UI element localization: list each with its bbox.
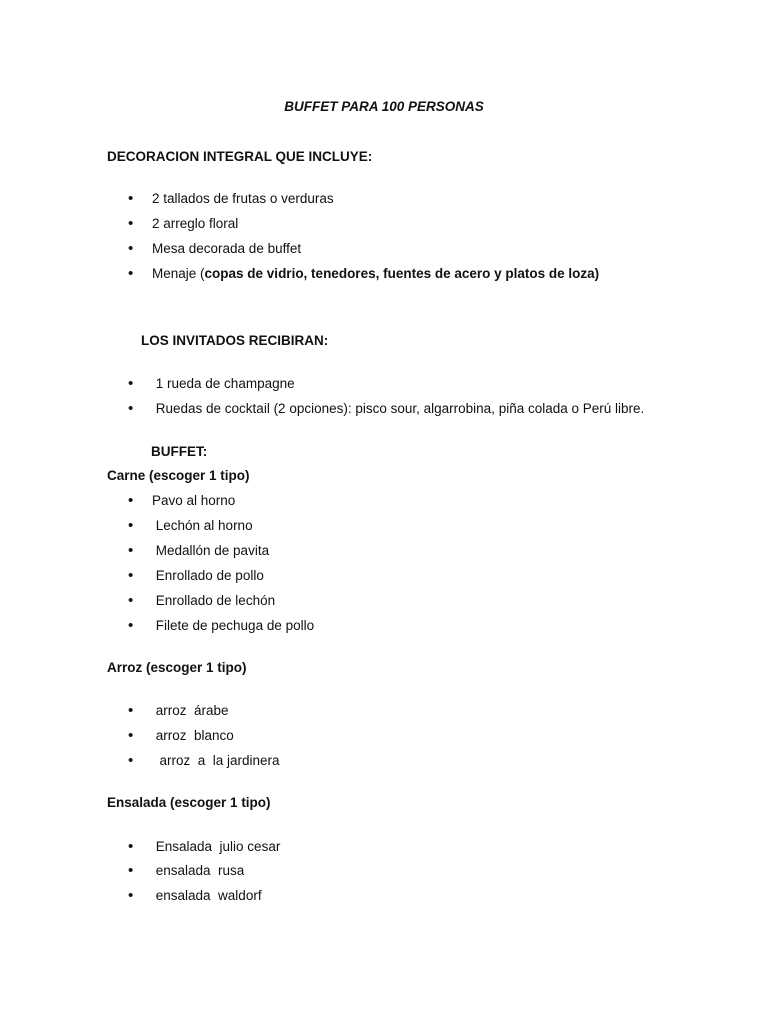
decoracion-item: 2 tallados de frutas o verduras xyxy=(152,191,334,206)
bullet-icon: • xyxy=(128,702,134,719)
arroz-item: arroz a la jardinera xyxy=(152,753,280,768)
ensalada-item: ensalada rusa xyxy=(152,863,245,878)
bullet-icon: • xyxy=(128,265,134,282)
decoracion-item xyxy=(152,265,599,283)
bullet-icon: • xyxy=(128,517,134,534)
ensalada-item: Ensalada julio cesar xyxy=(152,839,281,854)
invitados-heading: LOS INVITADOS RECIBIRAN: xyxy=(141,333,329,348)
carne-item: Pavo al horno xyxy=(152,493,236,508)
bullet-icon: • xyxy=(128,400,134,417)
menaje-detail: copas de vidrio, tenedores, fuentes de acero y platos de loza) xyxy=(204,266,600,281)
buffet-heading: BUFFET: xyxy=(151,444,208,459)
arroz-heading: Arroz (escoger 1 tipo) xyxy=(107,660,247,675)
bullet-icon: • xyxy=(128,887,134,904)
bullet-icon: • xyxy=(128,492,134,509)
bullet-icon: • xyxy=(128,567,134,584)
carne-item: Lechón al horno xyxy=(152,518,253,533)
carne-item: Enrollado de pollo xyxy=(152,568,264,583)
decoracion-heading: DECORACION INTEGRAL QUE INCLUYE: xyxy=(107,149,373,164)
carne-heading: Carne (escoger 1 tipo) xyxy=(107,468,250,483)
carne-item: Medallón de pavita xyxy=(152,543,270,558)
carne-item: Enrollado de lechón xyxy=(152,593,276,608)
invitados-item: Ruedas de cocktail (2 opciones): pisco sour, algarrobina, piña colada o Perú libre. xyxy=(152,401,645,416)
bullet-icon: • xyxy=(128,215,134,232)
decoracion-item: 2 arreglo floral xyxy=(152,216,239,231)
bullet-icon: • xyxy=(128,592,134,609)
bullet-icon: • xyxy=(128,190,134,207)
bullet-icon: • xyxy=(128,727,134,744)
invitados-item: 1 rueda de champagne xyxy=(152,376,295,391)
arroz-item: arroz árabe xyxy=(152,703,229,718)
bullet-icon: • xyxy=(128,240,134,257)
bullet-icon: • xyxy=(128,752,134,769)
ensalada-heading: Ensalada (escoger 1 tipo) xyxy=(107,795,271,810)
document-title: BUFFET PARA 100 PERSONAS xyxy=(284,99,484,114)
bullet-icon: • xyxy=(128,862,134,879)
ensalada-item: ensalada waldorf xyxy=(152,888,262,903)
bullet-icon: • xyxy=(128,617,134,634)
carne-item: Filete de pechuga de pollo xyxy=(152,618,315,633)
arroz-item: arroz blanco xyxy=(152,728,234,743)
bullet-icon: • xyxy=(128,375,134,392)
decoracion-item: Mesa decorada de buffet xyxy=(152,241,302,256)
menaje-prefix: Menaje ( xyxy=(152,266,205,281)
bullet-icon: • xyxy=(128,542,134,559)
bullet-icon: • xyxy=(128,838,134,855)
